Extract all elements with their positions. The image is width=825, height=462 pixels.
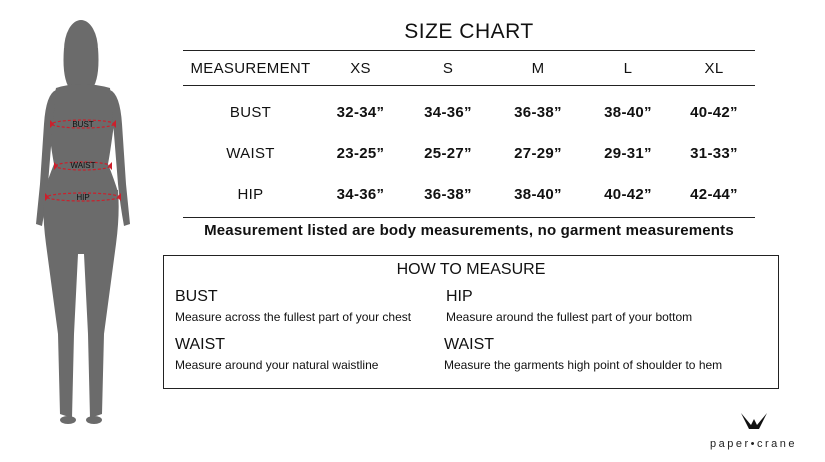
header-xs: XS xyxy=(350,60,371,77)
table-cell: 40-42” xyxy=(604,186,652,203)
table-cell: 27-29” xyxy=(514,145,562,162)
how-to-measure-box xyxy=(163,255,779,389)
how-to-measure-title: HOW TO MEASURE xyxy=(396,261,546,278)
body-silhouette xyxy=(28,14,138,444)
table-row-bust xyxy=(183,92,755,133)
brand-logo xyxy=(696,411,811,450)
measure-label: WAIST xyxy=(444,336,495,353)
measurement-note: Measurement listed are body measurements, no garment measurements xyxy=(204,222,734,239)
measure-item-hip xyxy=(446,288,692,324)
table-bottom-rule xyxy=(183,217,755,218)
header-l: L xyxy=(623,60,633,77)
table-cell: 38-40” xyxy=(514,186,562,203)
table-top-rule xyxy=(183,50,755,51)
table-cell: 34-36” xyxy=(336,186,385,203)
header-rule xyxy=(183,85,755,86)
header-s: S xyxy=(442,60,454,77)
measure-label: HIP xyxy=(446,288,473,305)
measure-item-waist xyxy=(175,336,378,372)
measure-item-bust xyxy=(175,288,411,324)
header-m: M xyxy=(531,60,545,77)
table-cell: 23-25” xyxy=(336,145,385,162)
table-header-row xyxy=(183,52,755,85)
row-label: HIP xyxy=(237,186,264,203)
size-table xyxy=(183,52,755,215)
figure-hip-label: HIP xyxy=(76,193,90,202)
measure-desc: Measure across the fullest part of your chest xyxy=(175,310,412,324)
table-cell: 34-36” xyxy=(424,104,472,121)
figure-waist-label: WAIST xyxy=(70,161,96,170)
table-cell: 32-34” xyxy=(336,104,385,121)
size-chart-title: SIZE CHART xyxy=(404,20,534,43)
table-cell: 40-42” xyxy=(690,104,738,121)
measure-desc: Measure the garments high point of shoulder to hem xyxy=(444,358,723,372)
figure-bust-label: BUST xyxy=(72,120,94,129)
table-cell: 42-44” xyxy=(690,186,738,203)
table-cell: 25-27” xyxy=(424,145,472,162)
measure-desc: Measure around the fullest part of your bottom xyxy=(446,310,693,324)
table-row-hip xyxy=(183,174,755,215)
measure-label: WAIST xyxy=(175,336,226,353)
header-xl: XL xyxy=(704,60,724,77)
table-row-waist xyxy=(183,133,755,174)
header-measurement: MEASUREMENT xyxy=(190,60,311,77)
row-label: BUST xyxy=(229,104,272,121)
row-label: WAIST xyxy=(226,145,275,162)
silhouette-illustration xyxy=(28,14,138,444)
table-cell: 31-33” xyxy=(690,145,738,162)
measure-item-garment-length xyxy=(444,336,722,372)
crane-icon xyxy=(739,411,769,431)
measure-desc: Measure around your natural waistline xyxy=(175,358,379,372)
table-cell: 36-38” xyxy=(514,104,562,121)
measure-label: BUST xyxy=(175,288,218,305)
table-cell: 38-40” xyxy=(604,104,652,121)
table-cell: 29-31” xyxy=(604,145,652,162)
table-cell: 36-38” xyxy=(424,186,472,203)
brand-name: paper•crane xyxy=(709,438,797,450)
